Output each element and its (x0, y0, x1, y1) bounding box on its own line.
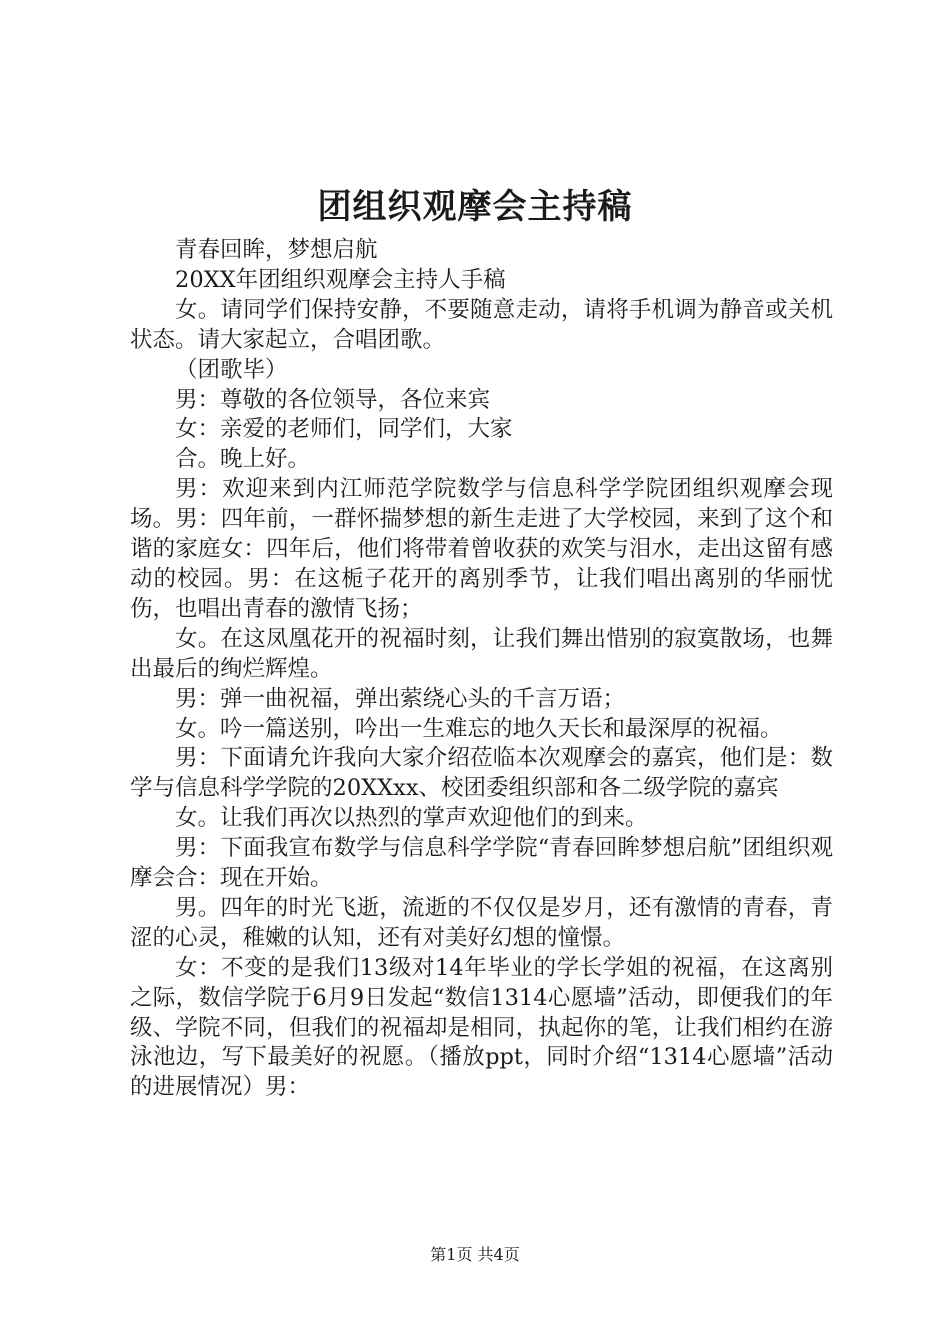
paragraph: 20XX年团组织观摩会主持人手稿 (175, 266, 506, 293)
document-body (130, 236, 833, 1103)
paragraph: 男。四年的时光飞逝，流逝的不仅仅是岁月，还有激情的青春，青涩的心灵，稚嫩的认知，还有对美好幻想的憧憬。 (130, 894, 833, 951)
paragraph: 合。晚上好。 (175, 446, 311, 473)
paragraph: 女：亲爱的老师们，同学们，大家 (175, 416, 513, 443)
paragraph: 男：欢迎来到内江师范学院数学与信息科学学院团组织观摩会现场。男：四年前，一群怀揣梦想的新生走进了大学校园，来到了这个和谐的家庭女：四年后，他们将带着曾收获的欢笑与泪水，走出这留有感动的校园。男：在这栀子花开的离别季节，让我们唱出离别的华丽忧伤，也唱出青春的激情飞扬； (130, 476, 833, 622)
paragraph: 女。在这凤凰花开的祝福时刻，让我们舞出惜别的寂寞散场，也舞出最后的绚烂辉煌。 (130, 625, 833, 682)
paragraph: 青春回眸，梦想启航 (175, 237, 378, 263)
paragraph: 男：下面请允许我向大家介绍莅临本次观摩会的嘉宾，他们是：数学与信息科学学院的20XXxx、校团委组织部和各二级学院的嘉宾 (130, 745, 833, 802)
paragraph: 女。请同学们保持安静，不要随意走动，请将手机调为静音或关机状态。请大家起立，合唱团歌。 (130, 296, 833, 353)
paragraph: 男：尊敬的各位领导，各位来宾 (175, 386, 491, 413)
paragraph: 女。让我们再次以热烈的掌声欢迎他们的到来。 (175, 805, 648, 832)
paragraph: 男：下面我宣布数学与信息科学学院“青春回眸梦想启航”团组织观摩会合：现在开始。 (130, 835, 833, 892)
paragraph: （团歌毕） (175, 356, 288, 383)
paragraph: 男：弹一曲祝福，弹出萦绕心头的千言万语； (175, 685, 626, 712)
paragraph: 女。吟一篇送别，吟出一生难忘的地久天长和最深厚的祝福。 (175, 715, 783, 742)
document-title: 团组织观摩会主持稿 (317, 187, 633, 227)
paragraph: 女：不变的是我们13级对14年毕业的学长学姐的祝福，在这离别之际，数信学院于6月9日发起“数信1314心愿墙”活动，即便我们的年级、学院不同，但我们的祝福却是相同，执起你的笔，让我们相约在游泳池边，写下最美好的祝愿。（播放ppt，同时介绍“1314心愿墙”活动的进展情况）男： (130, 954, 833, 1101)
page-number-footer: 第1页 共4页 (430, 1245, 520, 1264)
